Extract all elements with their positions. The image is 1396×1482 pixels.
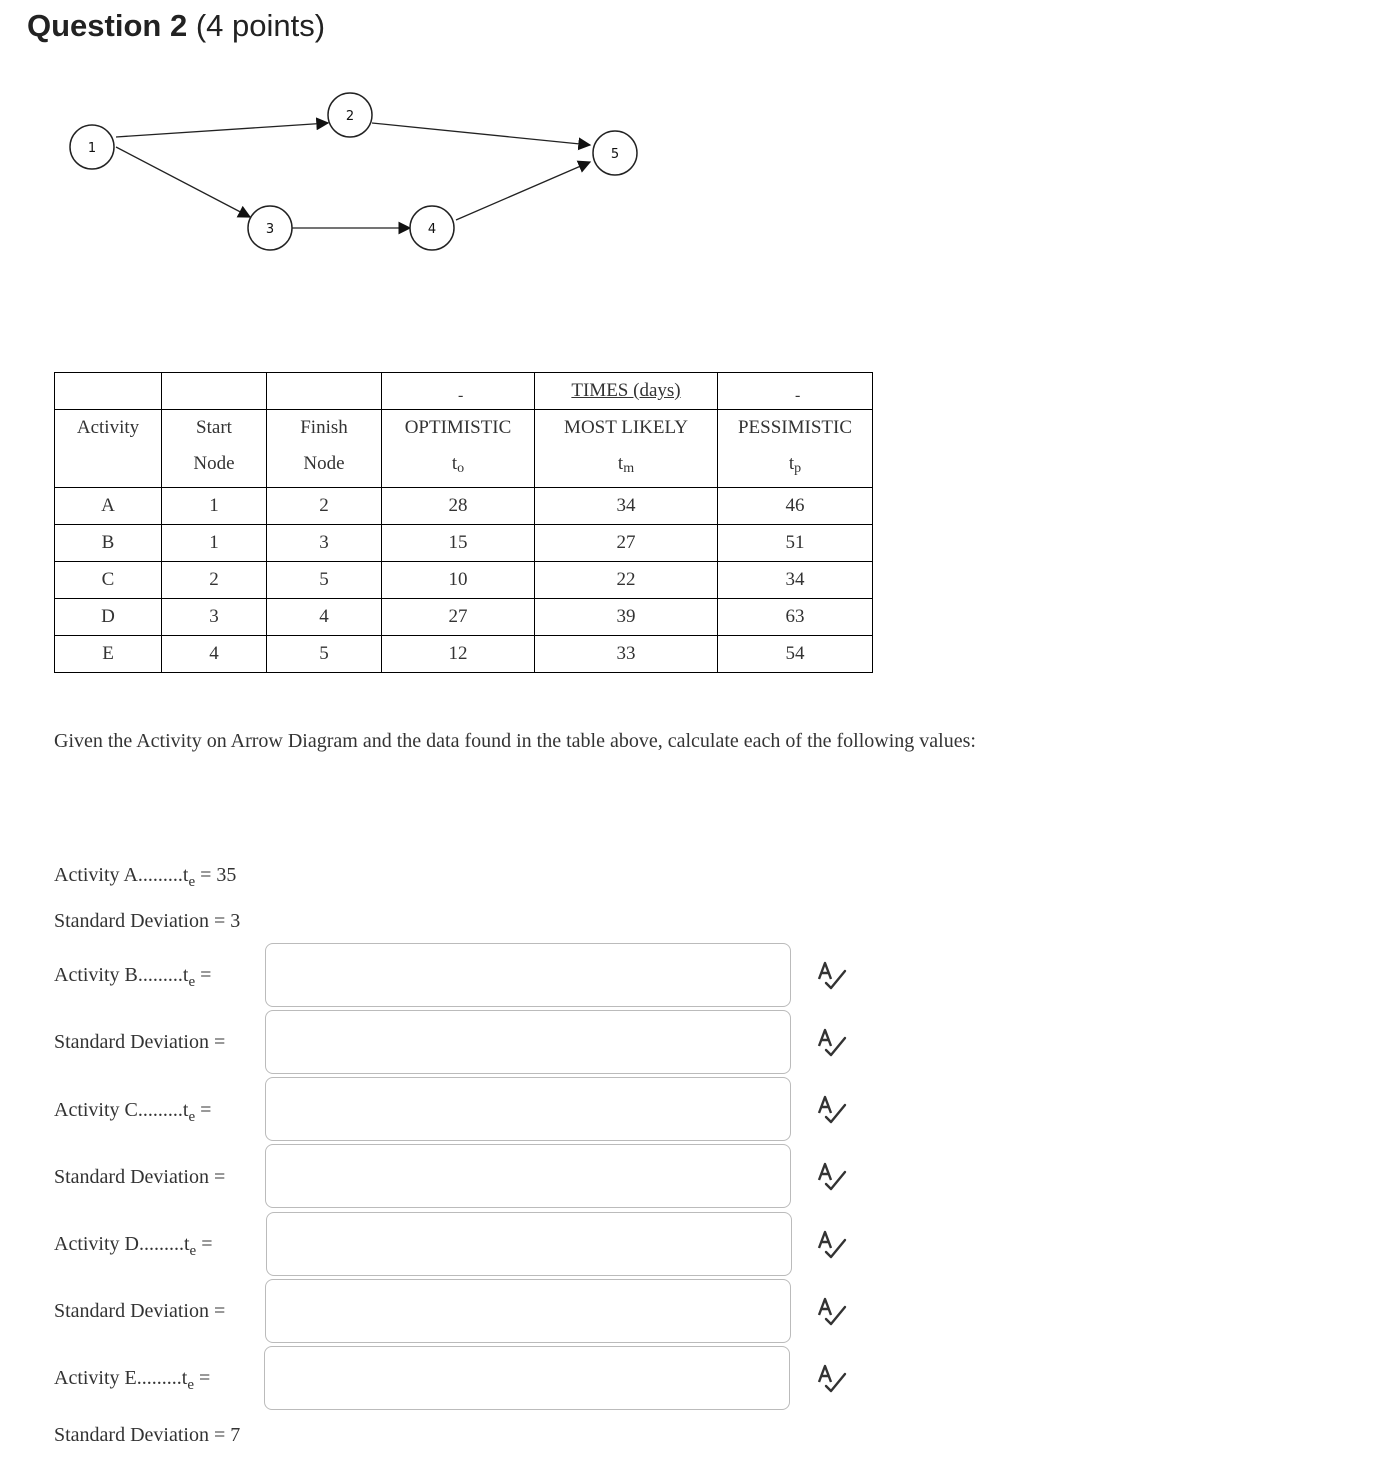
question-title (27, 8, 325, 44)
activity-times-table (54, 372, 873, 673)
spellcheck-icon[interactable] (815, 959, 849, 993)
activity-b-sd-label: Standard Deviation = (54, 1031, 226, 1053)
question-points: (4 points) (195, 8, 326, 43)
activity-on-arrow-diagram (60, 85, 660, 265)
spellcheck-icon[interactable] (815, 1093, 849, 1127)
table-row: A 1 2 28 34 46 (55, 488, 873, 525)
top-mark: - (795, 387, 801, 404)
node-2 (328, 93, 372, 137)
spellcheck-icon[interactable] (815, 1026, 849, 1060)
table-top-row (55, 373, 873, 410)
top-mark: - (458, 387, 464, 404)
arrow-2-5 (372, 123, 590, 145)
activity-c-sd-input[interactable] (265, 1144, 791, 1208)
node-3 (248, 206, 292, 250)
activity-b-te-input[interactable] (265, 943, 791, 1007)
spellcheck-icon[interactable] (815, 1295, 849, 1329)
svg-text:1: 1 (87, 141, 97, 156)
activity-d-te-input[interactable] (266, 1212, 792, 1276)
spellcheck-icon[interactable] (815, 1160, 849, 1194)
activity-c-te-label: Activity $C.........t_e$ = (54, 1099, 212, 1125)
header-most-likely: MOST LIKELY $t_m$ (535, 410, 718, 488)
activity-d-sd-label: Standard Deviation = (54, 1300, 226, 1322)
activity-e-te-label: Activity $E.........t_e$ = (54, 1367, 211, 1393)
activity-a-te-label: Activity $A.........t_e = 35$ (54, 864, 237, 890)
table-header-row (55, 410, 873, 488)
activity-c-sd-label: Standard Deviation = (54, 1166, 226, 1188)
activity-e-sd-label: Standard Deviation = 7 (54, 1424, 241, 1446)
arrow-4-5 (456, 162, 590, 220)
node-4 (410, 206, 454, 250)
svg-text:5: 5 (610, 147, 620, 162)
activity-b-te-label: Activity $B.........t_e$ = (54, 964, 212, 990)
header-activity: Activity (55, 410, 162, 488)
table-row: B 1 3 15 27 51 (55, 525, 873, 562)
spellcheck-icon[interactable] (815, 1228, 849, 1262)
table-row: D 3 4 27 39 63 (55, 599, 873, 636)
table-row: E 4 5 12 33 54 (55, 636, 873, 673)
node-5 (593, 131, 637, 175)
spellcheck-icon[interactable] (815, 1362, 849, 1396)
arrow-1-2 (116, 123, 328, 137)
activity-b-sd-input[interactable] (265, 1010, 791, 1074)
instructions-text: Given the Activity on Arrow Diagram and the data found in the table above, calculate each of the following values: (54, 730, 976, 752)
activity-c-te-input[interactable] (265, 1077, 791, 1141)
table-row: C 2 5 10 22 34 (55, 562, 873, 599)
activity-a-sd-label: Standard Deviation = 3 (54, 910, 241, 932)
activity-d-sd-input[interactable] (265, 1279, 791, 1343)
svg-text:4: 4 (427, 222, 437, 237)
activity-e-te-input[interactable] (264, 1346, 790, 1410)
header-start-node: Start Node (162, 410, 267, 488)
svg-text:2: 2 (345, 109, 355, 124)
header-optimistic: OPTIMISTIC $t_o$ (382, 410, 535, 488)
times-header: TIMES (days) (571, 380, 681, 401)
node-1 (70, 125, 114, 169)
header-finish-node: Finish Node (267, 410, 382, 488)
arrow-1-3 (116, 147, 250, 217)
svg-text:3: 3 (265, 222, 275, 237)
activity-d-te-label: Activity $D.........t_e$ = (54, 1233, 213, 1259)
question-number: Question 2 (27, 8, 188, 43)
header-pessimistic: PESSIMISTIC $t_p$ (718, 410, 873, 488)
